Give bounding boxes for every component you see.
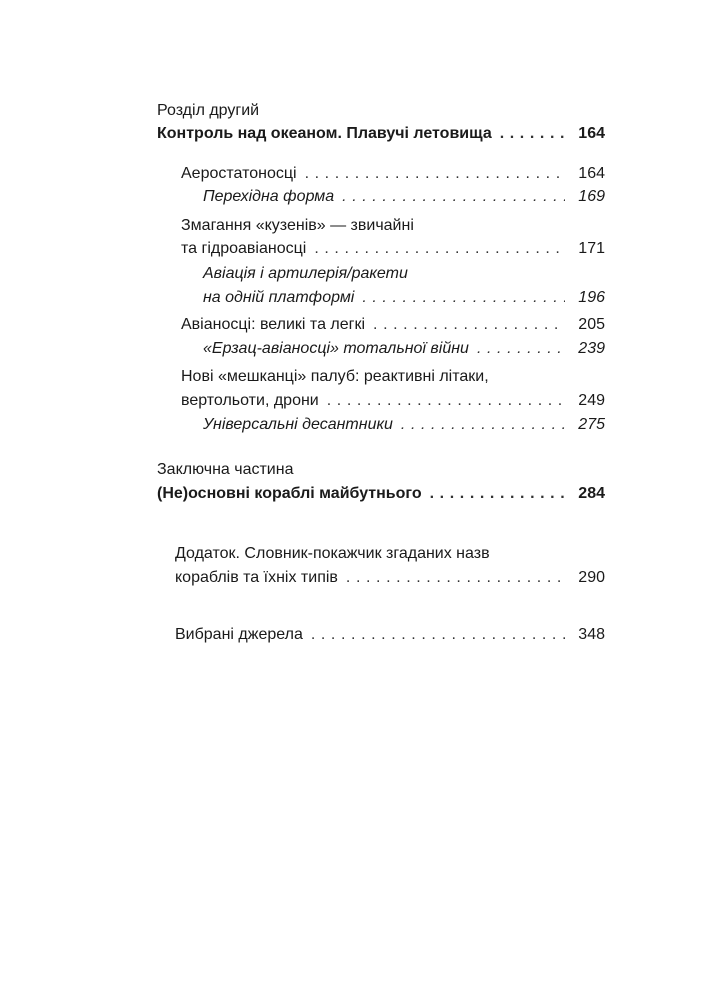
toc-entry-conclusion[interactable] xyxy=(157,483,605,507)
entry-title: Авіаносці: великі та легкі xyxy=(181,316,366,333)
page-number: 249 xyxy=(578,392,605,409)
entry-title: «Ерзац-авіаносці» тотальної війни xyxy=(203,340,469,357)
entry-title: Універсальні десантники xyxy=(203,416,393,433)
entry-title-line2: та гідроавіаносці xyxy=(181,240,307,257)
toc-entry[interactable] xyxy=(181,163,605,187)
toc-subentry[interactable] xyxy=(203,338,605,362)
toc-subentry[interactable] xyxy=(203,287,605,311)
page-number: 239 xyxy=(578,340,605,357)
toc-entry[interactable] xyxy=(181,390,605,414)
page-number: 348 xyxy=(578,626,605,643)
dot-leader xyxy=(327,390,565,412)
entry-title: Аеростатоносці xyxy=(181,165,297,182)
toc-entry-appendix[interactable] xyxy=(175,567,605,591)
toc-subentry[interactable] xyxy=(203,414,605,438)
dot-leader xyxy=(401,414,565,436)
toc-entry-part-title[interactable] xyxy=(157,123,605,147)
page-number: 164 xyxy=(578,125,605,142)
entry-title: Вибрані джерела xyxy=(175,626,303,643)
dot-leader xyxy=(346,567,565,589)
toc-entry-sources[interactable] xyxy=(175,624,605,648)
entry-title: (Не)основні кораблі майбутнього xyxy=(157,485,422,502)
page-number: 169 xyxy=(578,188,605,205)
dot-leader xyxy=(477,338,565,360)
entry-title-line2: вертольоти, дрони xyxy=(181,392,319,409)
dot-leader xyxy=(362,287,565,309)
entry-title: Контроль над океаном. Плавучі летовища xyxy=(157,125,492,142)
dot-leader xyxy=(430,483,565,505)
dot-leader xyxy=(373,314,565,336)
toc-entry[interactable] xyxy=(181,314,605,338)
page-number: 196 xyxy=(578,289,605,306)
dot-leader xyxy=(342,186,565,208)
toc-entry[interactable] xyxy=(181,238,605,262)
part-label: Розділ другий xyxy=(157,102,260,119)
entry-title-line1: Змагання «кузенів» — звичайні xyxy=(181,217,414,234)
part-label: Заключна частина xyxy=(157,461,294,478)
dot-leader xyxy=(305,163,565,185)
page-number: 171 xyxy=(578,240,605,257)
appendix-title-line2: кораблів та їхніх типів xyxy=(175,569,338,586)
page-number: 284 xyxy=(578,485,605,502)
subentry-title-line1: Авіація і артилерія/ракети xyxy=(203,265,408,282)
dot-leader xyxy=(500,123,565,145)
dot-leader xyxy=(311,624,565,646)
appendix-title-line1: Додаток. Словник-покажчик згаданих назв xyxy=(175,545,490,562)
entry-title: Перехідна форма xyxy=(203,188,335,205)
page-number: 290 xyxy=(578,569,605,586)
page-number: 205 xyxy=(578,316,605,333)
dot-leader xyxy=(314,238,565,260)
entry-title-line1: Нові «мешканці» палуб: реактивні літаки, xyxy=(181,368,489,385)
toc-subentry[interactable] xyxy=(203,186,605,210)
page-number: 275 xyxy=(578,416,605,433)
subentry-title-line2: на одній платформі xyxy=(203,289,355,306)
page-number: 164 xyxy=(578,165,605,182)
